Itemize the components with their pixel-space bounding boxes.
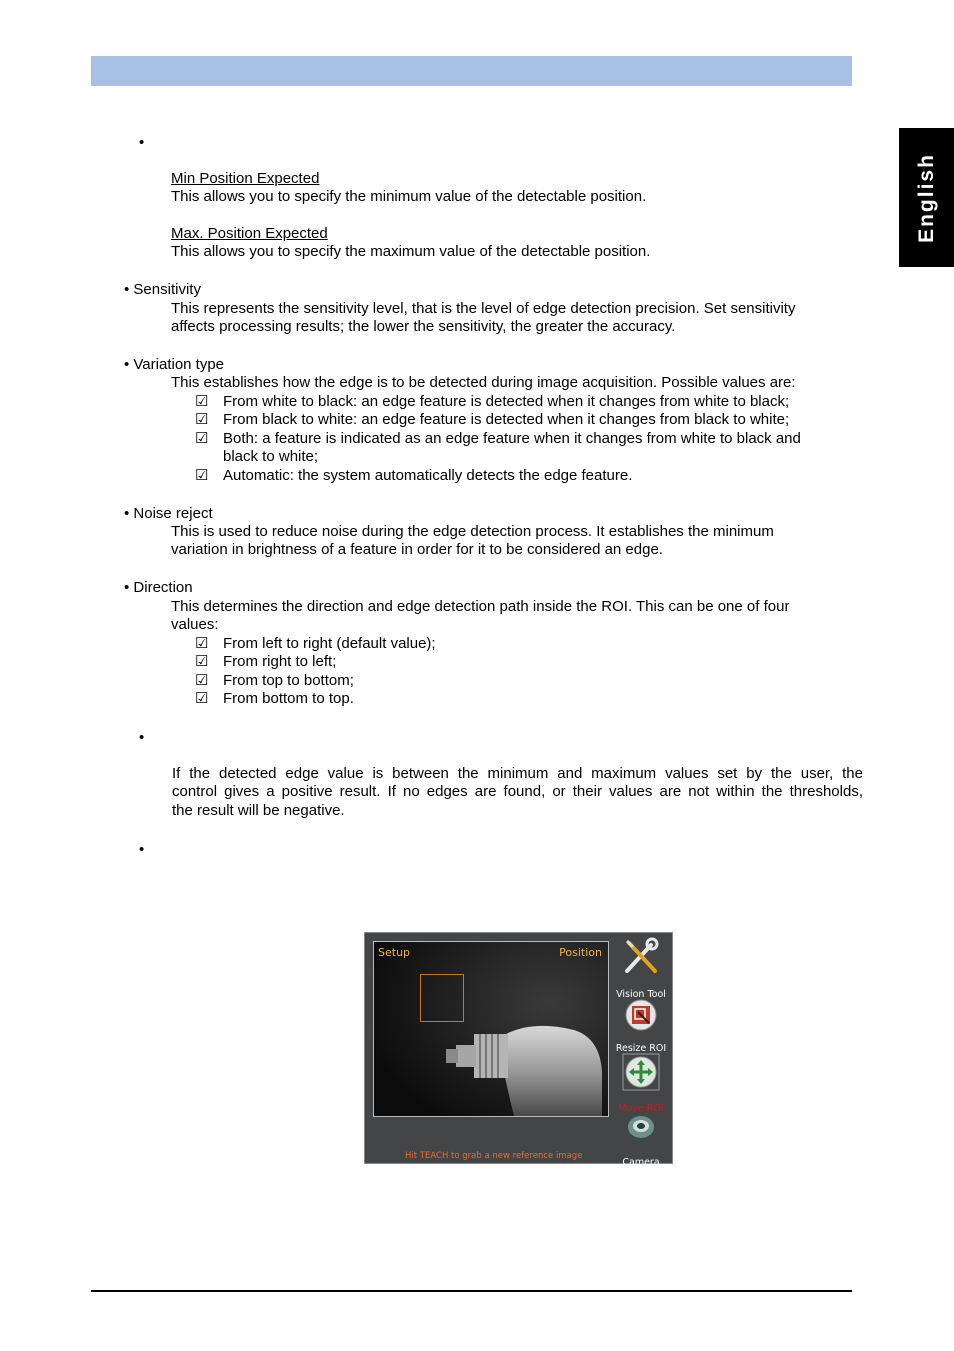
device-screen — [364, 932, 673, 1169]
result-line-1: If the detected edge value is between the minimum and maximum values set by the user, the — [172, 765, 863, 782]
sensitivity-desc-1: This represents the sensitivity level, that is the level of edge detection precision. Set sensitivity — [171, 300, 796, 317]
bullet-marker: • — [139, 729, 145, 746]
resize-roi-button[interactable] — [611, 999, 671, 1059]
vision-tool-label: Vision Tool — [616, 989, 666, 1001]
variation-option: Automatic: the system automatically detects the edge feature. — [223, 467, 633, 484]
bullet-marker: • — [139, 134, 145, 151]
result-line-2: control gives a positive result. If no edges are found, or their values are not within the thresholds, — [172, 783, 863, 800]
checkbox-icon: ☑ — [195, 411, 209, 428]
camera-lens-icon — [623, 1111, 659, 1145]
checkbox-icon: ☑ — [195, 672, 209, 689]
checkbox-icon: ☑ — [195, 653, 209, 670]
max-position-desc: This allows you to specify the maximum value of the detectable position. — [171, 243, 651, 260]
camera-label: Camera — [622, 1157, 660, 1169]
move-arrows-icon — [622, 1053, 660, 1091]
language-tab — [899, 128, 954, 267]
sensitivity-desc-2: affects processing results; the lower the sensitivity, the greater the accuracy. — [171, 318, 676, 335]
checkbox-icon: ☑ — [195, 430, 209, 447]
setup-label: Setup — [378, 946, 411, 959]
bullet-marker: • — [139, 841, 145, 858]
teach-hint: Hit TEACH to grab a new reference image — [405, 1151, 583, 1161]
variation-title: • Variation type — [124, 356, 225, 373]
mode-label: Position — [559, 946, 602, 959]
noise-desc-1: This is used to reduce noise during the edge detection process. It establishes the minimum — [171, 523, 774, 540]
camera-button[interactable] — [611, 1111, 671, 1173]
checkbox-icon: ☑ — [195, 690, 209, 707]
variation-option: From white to black: an edge feature is detected when it changes from white to black; — [223, 393, 790, 410]
camera-image — [374, 942, 608, 1116]
checkbox-icon: ☑ — [195, 635, 209, 652]
direction-desc-2: values: — [171, 616, 219, 633]
variation-option: From black to white: an edge feature is detected when it changes from black to white; — [223, 411, 790, 428]
max-position-label: Max. Position Expected — [171, 225, 328, 242]
min-position-desc: This allows you to specify the minimum value of the detectable position. — [171, 188, 647, 205]
wrench-screwdriver-icon — [621, 937, 661, 977]
checkbox-icon: ☑ — [195, 393, 209, 410]
variation-option: Both: a feature is indicated as an edge feature when it changes from white to black and — [223, 430, 801, 447]
direction-option: From right to left; — [223, 653, 337, 670]
min-position-label: Min Position Expected — [171, 170, 320, 187]
direction-desc-1: This determines the direction and edge detection path inside the ROI. This can be one of four — [171, 598, 790, 615]
variation-desc: This establishes how the edge is to be detected during image acquisition. Possible values are: — [171, 374, 796, 391]
vision-tool-button[interactable] — [611, 937, 671, 1005]
roi-box[interactable] — [420, 974, 464, 1022]
direction-option: From left to right (default value); — [223, 635, 436, 652]
camera-viewport — [373, 941, 609, 1117]
noise-title: • Noise reject — [124, 505, 213, 522]
header-bar — [91, 56, 852, 86]
resize-roi-label: Resize ROI — [615, 1043, 667, 1055]
move-roi-label: Move ROI — [618, 1103, 664, 1115]
sensitivity-title: • Sensitivity — [124, 281, 201, 298]
footer-rule — [91, 1290, 852, 1292]
direction-title: • Direction — [124, 579, 193, 596]
noise-desc-2: variation in brightness of a feature in order for it to be considered an edge. — [171, 541, 663, 558]
direction-option: From bottom to top. — [223, 690, 354, 707]
resize-roi-icon — [625, 999, 657, 1031]
checkbox-icon: ☑ — [195, 467, 209, 484]
move-roi-button[interactable] — [611, 1053, 671, 1119]
language-tab-label: English — [914, 152, 938, 243]
result-line-3: the result will be negative. — [172, 802, 345, 819]
variation-option-continued: black to white; — [223, 448, 319, 465]
direction-option: From top to bottom; — [223, 672, 354, 689]
